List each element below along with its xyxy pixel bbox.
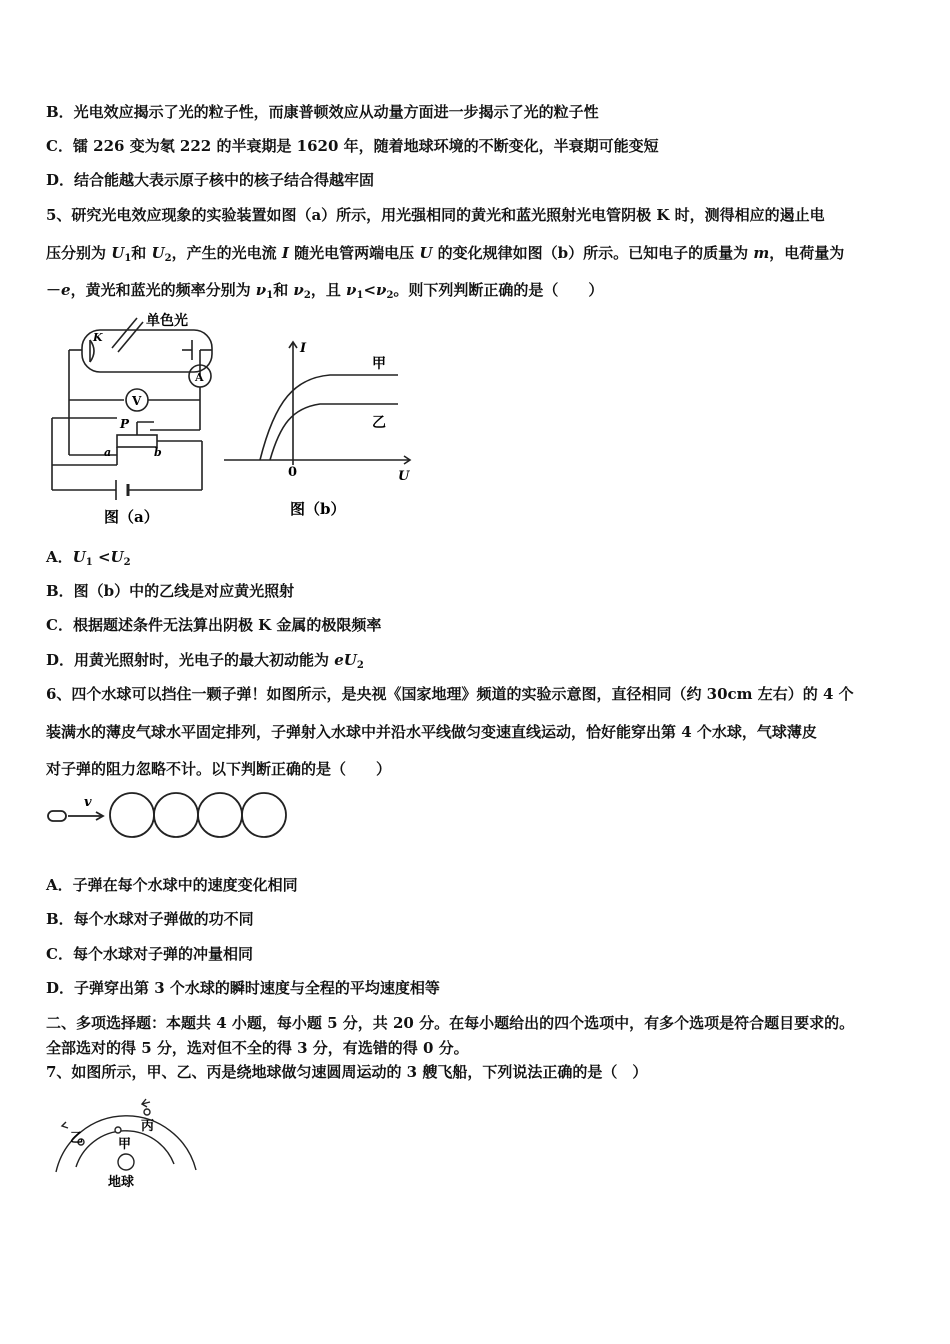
label-earth: 地球 (108, 1175, 135, 1190)
water-ball-3 (198, 793, 242, 837)
label-yi: 乙 (70, 1131, 84, 1146)
q7-stem: 7、如图所示，甲、乙、丙是绕地球做匀速圆周运动的 3 艘飞船，下列说法正确的是（ ） (46, 1063, 648, 1081)
q5-figure-b-graph (220, 330, 420, 525)
figure-b-caption: 图（b） (290, 500, 346, 518)
q6-option-c: C．每个水球对子弹的冲量相同 (46, 945, 253, 963)
q6-option-b: B．每个水球对子弹做的功不同 (46, 910, 254, 928)
q5-option-c: C．根据题述条件无法算出阴极 K 金属的极限频率 (46, 616, 382, 634)
q6-stem-line3: 对子弹的阻力忽略不计。以下判断正确的是（ ） (46, 760, 392, 778)
q5-option-a: A．$U_1 <U_2$ (46, 548, 131, 568)
label-p: P (120, 417, 130, 431)
origin-label: 0 (288, 465, 298, 480)
curve-yi (270, 404, 398, 460)
q6-stem-line1: 6、四个水球可以挡住一颗子弹！如图所示，是央视《国家地理》频道的实验示意图，直径相同（约 30cm 左右）的 4 个 (46, 685, 854, 703)
curve-label-jia: 甲 (372, 356, 386, 372)
q5-option-d: D．用黄光照射时，光电子的最大初动能为 $eU_2$ (46, 651, 364, 671)
section2-instructions-line2: 全部选对的得 5 分，选对但不全的得 3 分，有选错的得 0 分。 (46, 1039, 469, 1057)
q6-option-a: A．子弹在每个水球中的速度变化相同 (46, 876, 298, 894)
ship-bing (144, 1109, 150, 1115)
label-monochromatic-light: 单色光 (146, 313, 188, 329)
water-ball-4 (242, 793, 286, 837)
bullet (48, 811, 66, 821)
label-k: K (93, 331, 103, 344)
q6-figure-water-balls (44, 790, 289, 840)
axis-label-u: U (398, 469, 410, 484)
ship-jia (115, 1127, 121, 1133)
q6-option-d: D．子弹穿出第 3 个水球的瞬时速度与全程的平均速度相等 (46, 979, 440, 997)
rheostat (117, 435, 157, 447)
q4-option-c: C．镭 226 变为氡 222 的半衰期是 1620 年，随着地球环境的不断变化，半衰期可能变短 (46, 137, 659, 155)
label-b-end: b (154, 446, 162, 459)
label-v: V (132, 394, 142, 408)
label-a-meter: A (195, 371, 204, 384)
q4-option-d: D．结合能越大表示原子核中的核子结合得越牢固 (46, 171, 375, 189)
label-jia: 甲 (118, 1137, 132, 1152)
q5-figure-a-circuit (42, 310, 227, 530)
water-ball-2 (154, 793, 198, 837)
curve-label-yi: 乙 (372, 415, 386, 431)
velocity-label: v (84, 795, 92, 810)
q5-stem-line2: 压分别为 $U_1$和 $U_2$，产生的光电流 I 随光电管两端电压 U 的变化规律如图（b）所示。已知电子的质量为 m，电荷量为 (46, 244, 845, 264)
axis-label-i: I (300, 341, 307, 356)
label-a-end: a (104, 446, 112, 459)
q5-option-b: B．图（b）中的乙线是对应黄光照射 (46, 582, 295, 600)
water-ball-1 (110, 793, 154, 837)
figure-a-caption: 图（a） (104, 508, 159, 526)
q5-stem-line3: －e，黄光和蓝光的频率分别为 $\nu_1$和 $\nu_2$，且 $\nu_1<\nu_2$。则下列判断正确的是（ ） (46, 281, 604, 301)
q7-figure-orbits (46, 1092, 206, 1192)
section2-instructions-line1: 二、多项选择题：本题共 4 小题，每小题 5 分，共 20 分。在每小题给出的四个选项中，有多个选项是符合题目要求的。 (46, 1014, 855, 1032)
earth (118, 1154, 134, 1170)
q6-stem-line2: 装满水的薄皮气球水平固定排列，子弹射入水球中并沿水平线做匀变速直线运动，恰好能穿出第 4 个水球，气球薄皮 (46, 723, 817, 741)
label-bing: 丙 (141, 1119, 155, 1134)
q4-option-b: B．光电效应揭示了光的粒子性，而康普顿效应从动量方面进一步揭示了光的粒子性 (46, 103, 599, 121)
q5-stem-line1: 5、研究光电效应现象的实验装置如图（a）所示，用光强相同的黄光和蓝光照射光电管阴极 K 时，测得相应的遏止电 (46, 206, 825, 224)
